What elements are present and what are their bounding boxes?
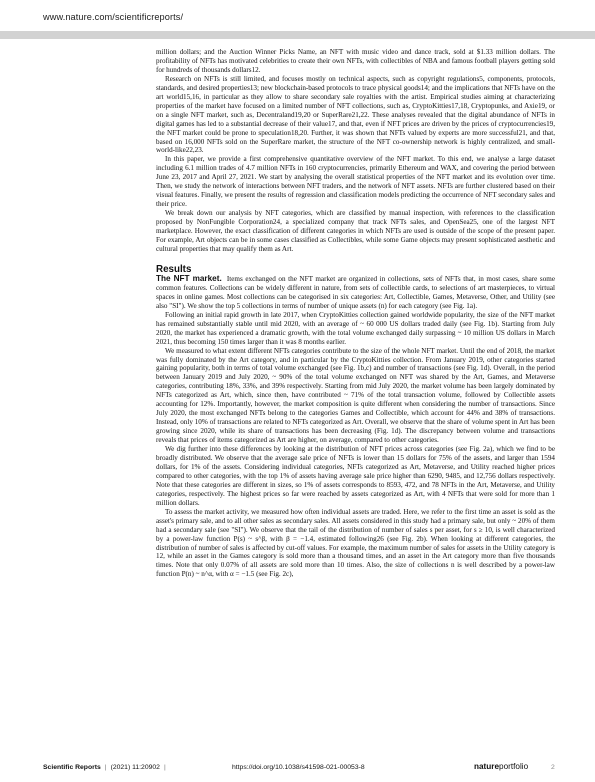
- section-title: Results: [156, 263, 192, 275]
- paragraph: We dig further into these differences by looking at the distribution of NFT prices across categories (see Fig. 2a), which we find to be broadly distributed. We observe that the average sale price of NFTs is lower than 15 dollars for 75% of the assets, and larger than 1594 dollars, for 1% of the assets. Considering individual categories, NFTs categorized as Art, Metaverse, and Utility reached higher prices compared to other categories, with the top 1% of assets having average sale price higher than 6290, 9485, and 12,756 dollars respectively. Note that these categories are different in sizes, so 1% of assets corresponds to 8593, 472, and 78 NFTs in the Art, Metaverse, and Utility categories, respectively. The highest prices so far were reached by assets categorized as Art, with 4 NFTs that were sold for more than 1 million dollars.: [156, 445, 555, 507]
- journal-issue: (2021) 11:20902: [110, 764, 160, 771]
- journal-citation: Scientific Reports | (2021) 11:20902 |: [43, 764, 166, 771]
- publisher-logo: natureportfolio: [474, 762, 529, 771]
- page-url[interactable]: www.nature.com/scientificreports/: [43, 12, 184, 22]
- page-number: 2: [551, 764, 555, 771]
- paragraph: million dollars; and the Auction Winner Picks Name, an NFT with music video and dance track, sold at $1.33 million dollars. The profitability of NFTs has motivated celebrities to create their own NFTs, with collectibles of NBA and famous football players getting sold for hundreds of thousands dollars12.: [156, 48, 555, 74]
- paragraph: We measured to what extent different NFTs categories contribute to the size of the whole NFT market. Until the end of 2018, the market was fully dominated by the Art category, and in particular by the CryptoKitties collection. From January 2019, other categories started gaining popularity, both in terms of total volume exchanged (see Fig. 1b,c) and number of transactions (see Fig. 1d). Overall, in the period between January 2019 and July 2020, ~ 90% of the total volume exchanged on NFT was shared by the Art, Games, and Metaverse categories, contributing 18%, 33%, and 39% respectively. Starting from mid July 2020, the market volume has been largely dominated by NFTs categorized as Art, which, since then, have contributed ~ 71% of the total transaction volume, followed by Collectible assets accounting for 12%. Importantly, however, the market composition is quite different when considering the number of transactions. Since July 2020, the most exchanged NFTs belong to the categories Games and Collectible, which account for 44% and 38% of transactions. Instead, only 10% of transactions are related to NFTs categorized as Art. Overall, we observe that the share of volume spent in Art has been growing since 2020, while its share of transactions has been decreasing (Fig. 1d). The discrepancy between volume and transactions reveals that prices of items categorized as Art are higher, on average, compared to other categories.: [156, 346, 555, 445]
- page-footer: [0, 753, 595, 782]
- article-body: [156, 48, 555, 579]
- paragraph: [156, 275, 555, 311]
- journal-name: Scientific Reports: [43, 764, 101, 771]
- paragraph: We break down our analysis by NFT categories, which are classified by manual inspection, with references to the classification proposed by NonFungible Corporation24, a specialized company that track NFTs sales, and OpenSea25, one of the largest NFT marketplace. However, the exact classification of different categories in which NFTs are used is outside of the scope of the present paper. For example, Art objects can be in some cases classified as Collectibles, while some Game objects may present sophisticated aesthetic and cultural properties that may qualify them as Art.: [156, 209, 555, 253]
- header-divider: [0, 31, 595, 39]
- subsection-title: The NFT market.: [156, 273, 222, 283]
- doi-link[interactable]: https://doi.org/10.1038/s41598-021-00053-8: [232, 764, 365, 771]
- paragraph: Research on NFTs is still limited, and focuses mostly on technical aspects, such as copyright regulations5, components, protocols, standards, and desired properties13; new blockchain-based protocols to trace physical goods14; and the implications that NFTs have on the art world15,16, in particular as they allow to share secondary sale royalties with the artist. Empirical studies aiming at characterizing properties of the market have focused on a limited number of NFT collections, such as, CryptoKitties17,18, Cryptopunks, and Axie19, or on a single NFT market, such as, Decentraland19,20 or SuperRare21,22. These analyses revealed that the digital abundance of NFTs in digital games has led to a substantial decrease of their value17, and that, even if NFT prices are driven by the prices of cryptocurrencies19, the NFT market could be prone to speculation18,20. Further, it was shown that NFTs valued by experts are more successful21, and that, based on 16,000 NFTs sold on the SuperRare market, the structure of the NFT co-ownership network is highly centralized, and small-world-like22,23.: [156, 74, 555, 155]
- paragraph: Following an initial rapid growth in late 2017, when CryptoKitties collection gained worldwide popularity, the size of the NFT market has remained substantially stable until mid 2020, with an average of ~ 60 000 US dollars traded daily (see Fig. 1b). Starting from July 2020, the market has experienced a dramatic growth, with the total volume exchanged daily surpassing ~ 10 million US dollars in March 2021, thus becoming 150 times larger than it was 8 months earlier.: [156, 310, 555, 346]
- paragraph-text: Items exchanged on the NFT market are organized in collections, sets of NFTs that, in most cases, share some common features. Collections can be widely different in nature, from sets of collectible cards, to selections of art masterpieces, to virtual spaces in online games. Most collections can be categorised in six categories: Art, Collectible, Games, Metaverse, Other, and Utility (see also "SI"). We show the top 5 collections in terms of number of unique assets (n) for each category (see Fig. 1a).: [156, 274, 555, 310]
- paragraph: To assess the market activity, we measured how often individual assets are traded. Here, we refer to the first time an asset is sold as the asset's primary sale, and to all other sales as secondary sales. All assets considered in this study had a primary sale, but only ~ 20% of them had a secondary sale (see "SI"). We observe that the tail of the distribution of number of sales s per asset, for s ≥ 10, is well characterized by a power-law function P(s) ~ s^β, with β = −1.4, estimated following26 (see Fig. 2b). When looking at different categories, the distribution of number of sales is affected by cut-off values. For example, the maximum number of sales for assets in the Utility category is 12, while an asset in the Games category is sold more than a thousand times, and an asset in the Art category more than five thousands times. Note that only 0.07% of all assets are sold more than 10 times. Also, the size of collections n is well described by a power-law function P(n) ~ n^α, with α = −1.5 (see Fig. 2c),: [156, 507, 555, 579]
- paragraph: In this paper, we provide a first comprehensive quantitative overview of the NFT market. To this end, we analyse a large dataset including 6.1 million trades of 4.7 million NFTs in 160 cryptocurrencies, primarily Ethereum and WAX, and covering the period between June 23, 2017 and April 27, 2021. We start by analysing the overall statistical properties of the NFT market and its evolution over time. Then, we study the network of interactions between NFT traders, and the network of NFT assets. NFTs are further clustered based on their visual features. Finally, we present the results of regression and classification models predicting the occurrence of NFT secondary sales and their price.: [156, 155, 555, 209]
